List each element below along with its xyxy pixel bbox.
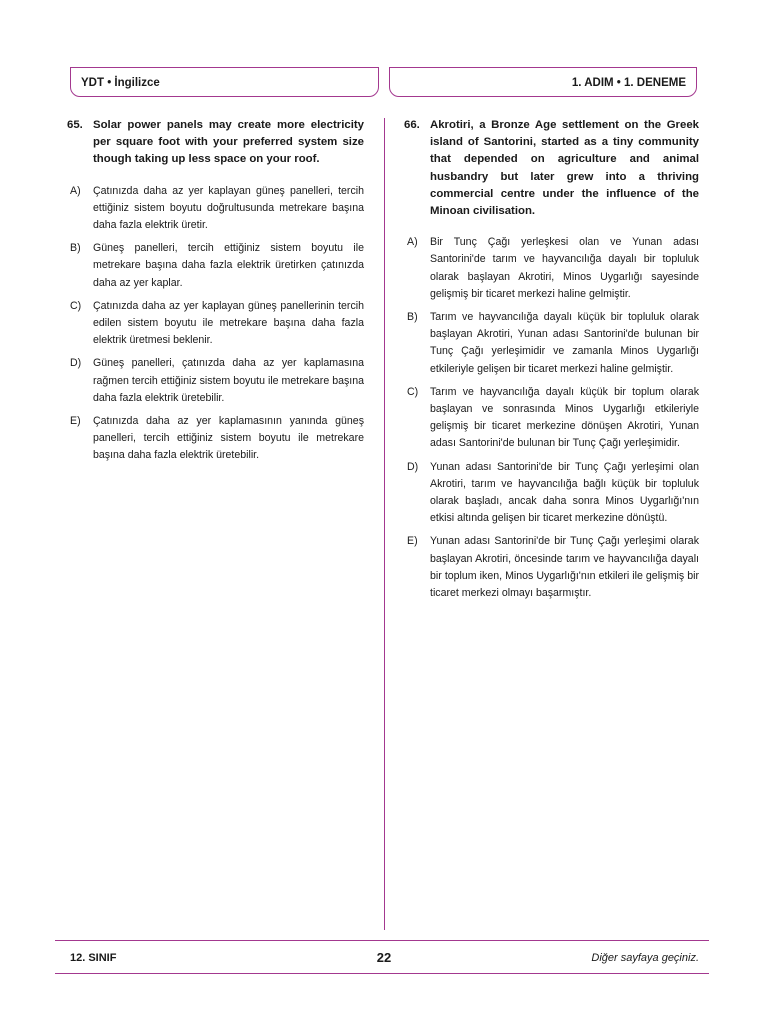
question-number: 65. [67,119,83,131]
option-letter: C) [70,299,82,312]
option-letter: D) [407,460,419,473]
question-text: Solar power panels may create more electricity per square foot with your preferred system size though taking up less space on your roof. [93,119,364,166]
option-letter: A) [70,184,81,197]
option-letter: C) [407,385,419,398]
option-text: Çatınızda daha az yer kaplayan güneş panelleri, tercih ettiğiniz sistem boyutu doğrultusunda metrekare başına daha fazla elektrik üretir. [93,184,364,232]
option-letter: B) [407,311,418,324]
option-d[interactable] [404,459,699,528]
footer-next-page-note: Diğer sayfaya geçiniz. [591,952,699,964]
answer-options [67,183,364,465]
question-text: Akrotiri, a Bronze Age settlement on the Greek island of Santorini, started as a tiny community that depended on agriculture and animal husbandry but later grew into a thriving commercial centre under the influence of the Minoan civilisation. [430,119,699,218]
header-subject [70,67,379,97]
question-stem [404,117,699,220]
option-letter: A) [407,236,418,249]
option-c[interactable] [67,298,364,350]
option-text: Tarım ve hayvancılığa dayalı küçük bir topluluk olarak başlayan Akrotiri, Yunan adası Santorini'de bulunan bir Tunç Çağı yerleşimidir ve zamanla Minos Uygarlığı etkileriyle gelişen bir ticaret merkezi haline gelmiştir. [430,311,699,375]
column-divider [384,118,385,930]
option-e[interactable] [67,413,364,465]
option-c[interactable] [404,384,699,453]
option-a[interactable] [67,183,364,235]
header-exam [389,67,697,97]
option-text: Çatınızda daha az yer kaplayan güneş panellerinin tercih edilen sistem boyutu ile metrekare başına daha fazla elektrik üretmesi beklenir. [93,299,364,347]
option-b[interactable] [67,240,364,292]
answer-options [404,234,699,602]
header-subject-text: YDT • İngilizce [81,77,160,89]
question-number: 66. [404,119,420,131]
question-65 [67,117,364,471]
question-66 [404,117,699,608]
option-letter: D) [70,357,82,370]
footer-bottom-rule [55,973,709,974]
header-exam-text: 1. ADIM • 1. DENEME [571,77,686,89]
option-text: Yunan adası Santorini'de bir Tunç Çağı yerleşimi olan Akrotiri, tarım ve hayvancılığa bağlı küçük bir topluluk olarak başladı, ancak daha sonra Minos Uygarlığı'nın etkisi altında gelişen bir ticaret merkezine dönüştü. [430,460,699,525]
option-text: Çatınızda daha az yer kaplamasının yanında güneş panelleri, tercih ettiğiniz sistem boyutu ile metrekare başına daha fazla elektrik üretebilir. [93,415,364,462]
option-b[interactable] [404,309,699,378]
option-letter: B) [70,242,81,255]
option-text: Yunan adası Santorini'de bir Tunç Çağı yerleşimi olarak başlayan Akrotiri, öncesinde tarım ve hayvancılığa dayalı bir toplum iken, Minos Uygarlığı'nın etkileri ile gelişmiş bir ticaret merkezi olmayı başarmıştır. [430,535,699,600]
option-text: Tarım ve hayvancılığa dayalı küçük bir toplum olarak başlayan ve sonrasında Minos Uygarlığı etkileriyle gelişmiş bir ticaret merkezine dönüşen Akrotiri, Yunan adası Santorini'de bulunan bir Tunç Çağı yerleşimidir. [430,385,699,450]
option-letter: E) [70,415,81,428]
option-text: Güneş panelleri, tercih ettiğiniz sistem boyutu ile metrekare başına daha fazla elektrik üretirken çatınızda daha az yer kaplar. [93,242,364,289]
footer-grade: 12. SINIF [70,952,117,964]
question-stem [67,117,364,169]
option-a[interactable] [404,234,699,303]
footer-top-rule [55,940,709,941]
option-e[interactable] [404,533,699,602]
option-d[interactable] [67,355,364,407]
option-text: Bir Tunç Çağı yerleşkesi olan ve Yunan adası Santorini'de tarım ve hayvancılığa dayalı bir topluluk olarak başlayan Akrotiri, Minos Uygarlığı sayesinde gelişmiş bir ticaret merkezi haline gelmiştir. [430,236,699,300]
page-number: 22 [376,950,392,965]
option-letter: E) [407,535,418,548]
option-text: Güneş panelleri, çatınızda daha az yer kaplamasına rağmen tercih ettiğiniz sistem boyutu ile metrekare başına daha fazla elektrik üretebilir. [93,357,364,404]
